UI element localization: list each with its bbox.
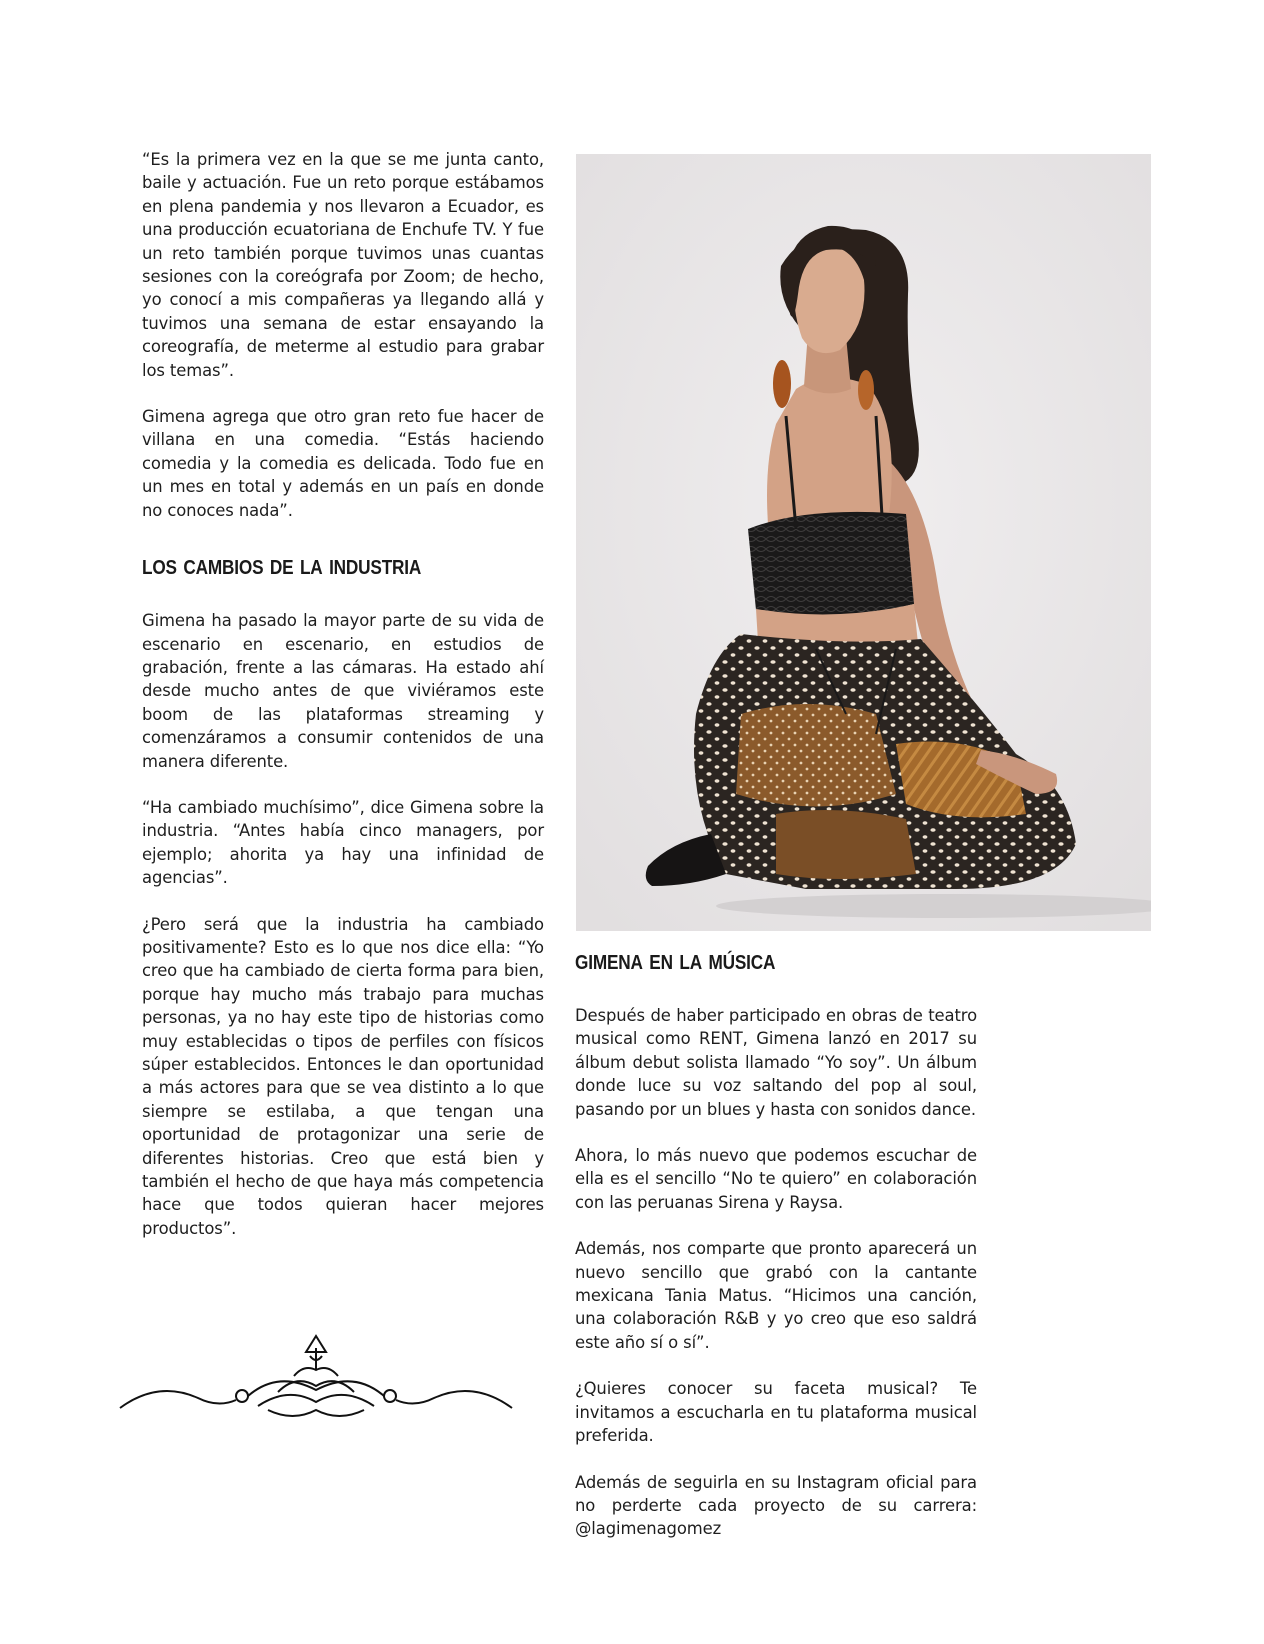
decorative-flourish-icon xyxy=(118,1330,514,1422)
right-column xyxy=(575,940,977,1564)
article-paragraph: ¿Quieres conocer su faceta musical? Te invitamos a escucharla en tu plataforma musical preferida. xyxy=(575,1379,977,1446)
left-column xyxy=(142,148,544,1263)
article-paragraph: Gimena ha pasado la mayor parte de su vida de escenario en escenario, en estudios de grabación, frente a las cámaras. Ha estado ahí desde mucho antes de que viviéramos este boom de las plataformas streaming y comenzáramos a consumir contenidos de una manera diferente. xyxy=(142,611,544,771)
article-paragraph: Después de haber participado en obras de teatro musical como RENT, Gimena lanzó en 2017 su álbum debut solista llamado “Yo soy”. Un álbum donde luce su voz saltando del pop al soul, pasando por un blues y hasta con sonidos dance. xyxy=(575,1006,977,1119)
article-paragraph: Además, nos comparte que pronto aparecerá un nuevo sencillo que grabó con la cantante mexicana Tania Matus. “Hicimos una canción, una colaboración R&B y yo creo que eso saldrá este año sí o sí”. xyxy=(575,1239,977,1352)
section-heading-industry: los cambios de la industria xyxy=(142,549,422,581)
portrait-photo xyxy=(576,154,1151,931)
article-paragraph: ¿Pero será que la industria ha cambiado positivamente? Esto es lo que nos dice ella: “Yo creo que ha cambiado de cierta forma para bien, porque hay mucho más trabajo para muchas personas, ya no hay este tipo de historias como muy establecidas o tipos de perfiles con físicos súper establecidos. Entonces le dan oportunidad a más actores para que se vea distinto a lo que siempre se estilaba, a que tengan una oportunidad de protagonizar una serie de diferentes historias. Creo que está bien y también el hecho de que haya más competencia hace que todos quieran hacer mejores productos”. xyxy=(142,914,544,1238)
section-heading-music: gimena en la música xyxy=(575,944,776,975)
article-paragraph: Además de seguirla en su Instagram oficial para no perderte cada proyecto de su carrera: @lagimenagomez xyxy=(575,1472,977,1539)
article-paragraph: Ahora, lo más nuevo que podemos escuchar de ella es el sencillo “No te quiero” en colaboración con las peruanas Sirena y Raysa. xyxy=(575,1146,977,1212)
article-paragraph: “Es la primera vez en la que se me junta canto, baile y actuación. Fue un reto porque estábamos en plena pandemia y nos llevaron a Ecuador, es una producción ecuatoriana de Enchufe TV. Y fue un reto también porque tuvimos unas cuantas sesiones con la coreógrafa por Zoom; de hecho, yo conocí a mis compañeras ya llegando allá y tuvimos una semana de estar ensayando la coreografía, de meterme al estudio para grabar los temas”. xyxy=(142,150,544,380)
article-paragraph: Gimena agrega que otro gran reto fue hacer de villana en una comedia. “Estás haciendo comedia y la comedia es delicada. Todo fue en un mes en total y además en un país en donde no conoces nada”. xyxy=(142,407,544,520)
article-paragraph: “Ha cambiado muchísimo”, dice Gimena sobre la industria. “Antes había cinco managers, por ejemplo; ahorita ya hay una infinidad de agencias”. xyxy=(142,797,544,888)
